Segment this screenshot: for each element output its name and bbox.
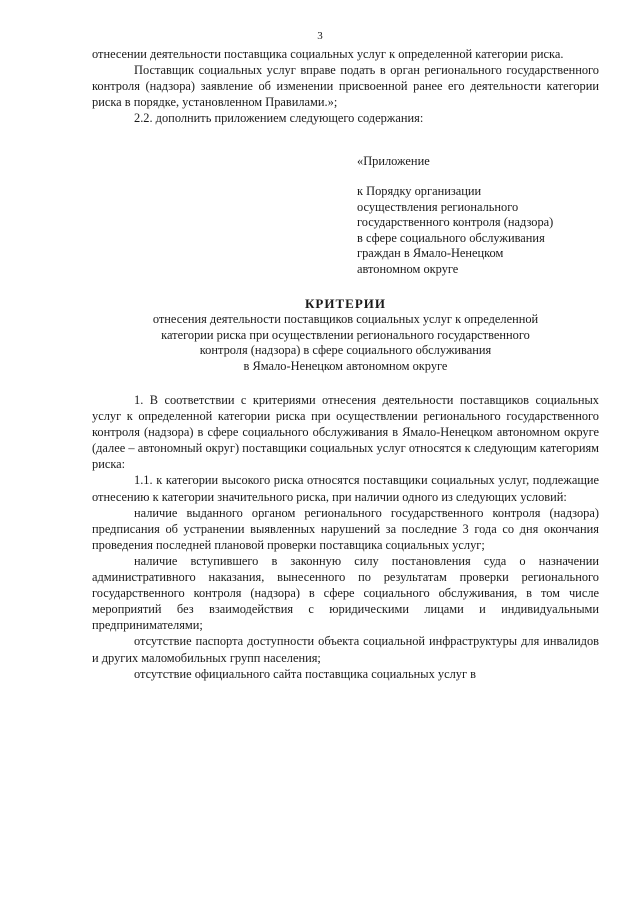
paragraph: отсутствие официального сайта поставщика социальных услуг в xyxy=(134,666,476,681)
paragraph: наличие выданного органом регионального государственного контроля (надзора) предписания об устранении выявленных нарушений за последние 3 года со дня окончания проведения последней плановой проверки поставщика социальных услуг; xyxy=(92,505,599,552)
criteria-subtitle-line: в Ямало-Ненецком автономном округе xyxy=(243,358,448,373)
appendix-label: «Приложение xyxy=(357,154,430,168)
paragraph: 2.2. дополнить приложением следующего содержания: xyxy=(134,111,424,126)
criteria-subtitle-line: контроля (надзора) в сфере социального обслуживания xyxy=(199,343,492,358)
criteria-subtitle-block xyxy=(92,312,599,374)
appendix-line: автономном округе xyxy=(357,261,459,276)
appendix-line: к Порядку организации xyxy=(357,184,482,198)
paragraph: 1.1. к категории высокого риска относятся поставщики социальных услуг, подлежащие отнесению к категории значительного риска, при наличии одного из следующих условий: xyxy=(92,473,599,504)
criteria-subtitle-line: категории риска при осуществлении регионального государственного xyxy=(161,327,530,342)
appendix-line: осуществления регионального xyxy=(357,199,519,214)
paragraph: наличие вступившего в законную силу постановления суда о назначении административного наказания, вынесенного по результатам проверки регионального государственного контроля (надзора) в сфере социального обслуживания, в том числе мероприятий без взаимодействия с юридическими лицами и индивидуальными предпринимателями; xyxy=(92,553,599,633)
criteria-subtitle-line: отнесения деятельности поставщиков социальных услуг к определенной xyxy=(152,312,539,326)
paragraph: 1. В соответствии с критериями отнесения деятельности поставщиков социальных услуг к определенной категории риска при осуществлении регионального государственного контроля (надзора) в сфере социального обслуживания в Ямало-Ненецком автономном округе (далее – автономный округ) поставщики социальных услуг относятся к следующим категориям риска: xyxy=(92,393,599,472)
page-number: 3 xyxy=(317,30,323,42)
main-text-block xyxy=(92,392,599,682)
appendix-line: в сфере социального обслуживания xyxy=(357,230,545,245)
paragraph: отнесении деятельности поставщика социальных услуг к определенной категории риска. xyxy=(92,47,564,61)
criteria-title-block xyxy=(92,296,599,312)
criteria-title: КРИТЕРИИ xyxy=(305,296,386,311)
appendix-line: государственного контроля (надзора) xyxy=(357,215,554,230)
appendix-line: граждан в Ямало-Ненецком xyxy=(357,246,504,261)
paragraph: Поставщик социальных услуг вправе подать в орган регионального государственного контроля (надзора) заявление об изменении присвоенной ранее его деятельности категории риска в порядке, установленном Правилами.»; xyxy=(92,63,599,110)
paragraph: отсутствие паспорта доступности объекта социальной инфраструктуры для инвалидов и других маломобильных групп населения; xyxy=(92,634,599,665)
appendix-reference-block xyxy=(357,184,607,278)
appendix-label-block xyxy=(357,154,607,170)
top-text-block xyxy=(92,46,599,126)
